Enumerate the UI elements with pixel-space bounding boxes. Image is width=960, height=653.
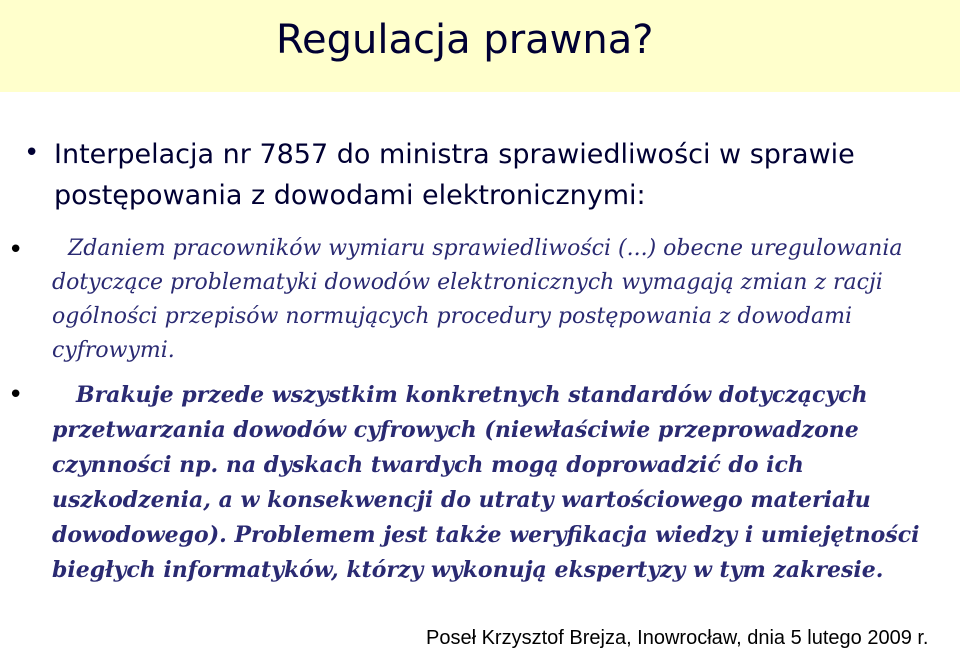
quote-paragraph-2-part-a: Brakuje przede wszystkim konkretnych standardów dotyczących przetwarzania dowodów cyfrowych (niewłaściwie przeprowadzone czynności np. na dyskach twardych mogą doprowadzić do ich uszkodzenia, a w konsekwencji do utraty wartościowego materiału dowodowego). xyxy=(52,382,871,548)
intro-text: Interpelacja nr 7857 do ministra sprawiedliwości w sprawie postępowania z dowodami elektronicznymi: xyxy=(54,139,855,211)
slide-title: Regulacja prawna? xyxy=(276,17,654,63)
quote-paragraph-1: Zdaniem pracowników wymiaru sprawiedliwości (...) obecne uregulowania dotyczące problematyki dowodów elektronicznych wymagają zmian z racji ogólności przepisów normujących procedury postępowania z dowodami cyfrowymi. xyxy=(52,236,903,363)
quote-paragraph-2-part-b: Problemem jest także weryfikacja wiedzy i umiejętności biegłych informatyków, którzy wykonują ekspertyzy w tym zakresie. xyxy=(52,522,920,583)
bullet-marker-1: • xyxy=(8,235,24,265)
bullet-marker-2: • xyxy=(8,380,24,410)
footer-attribution: Poseł Krzysztof Brejza, Inowrocław, dnia 5 lutego 2009 r. xyxy=(426,627,929,649)
intro-bullet: • xyxy=(24,138,40,168)
quote-paragraph-2 xyxy=(52,378,950,588)
